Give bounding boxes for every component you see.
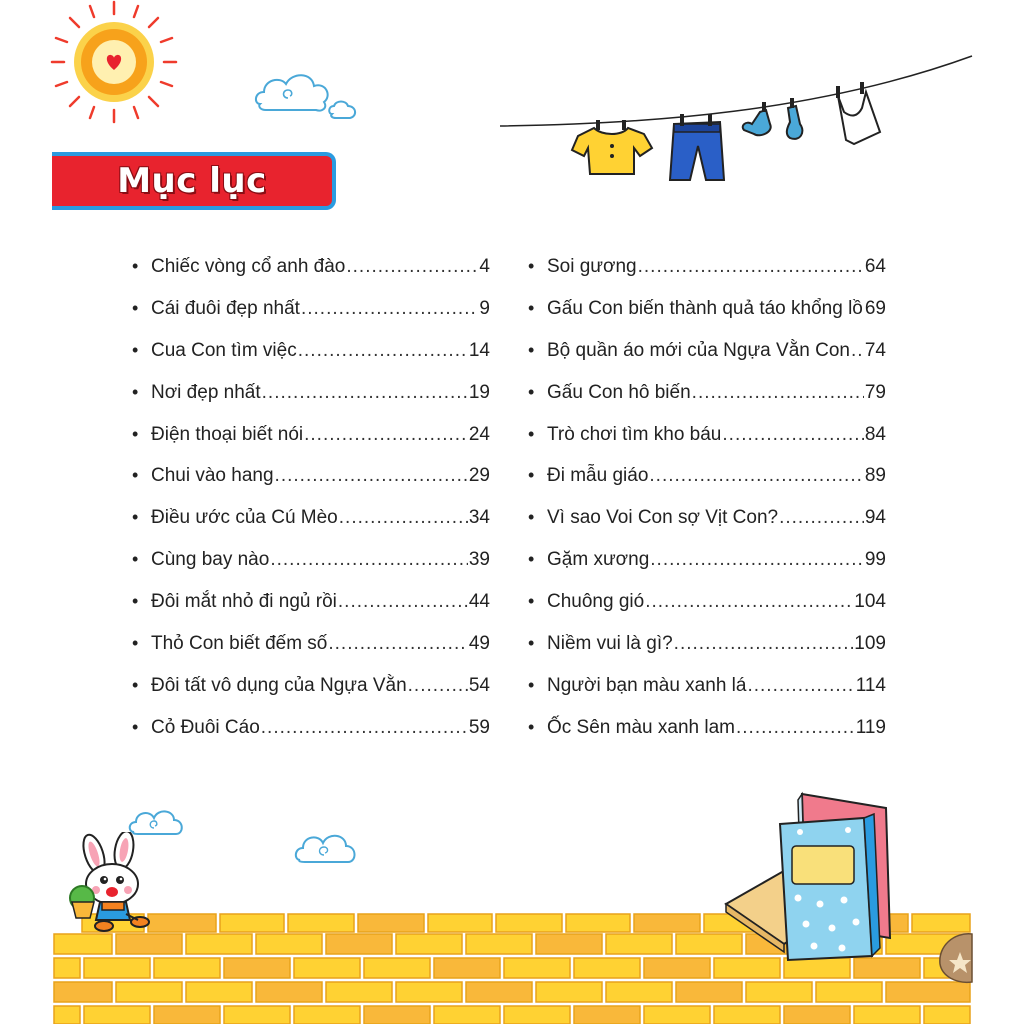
bullet: •: [528, 549, 535, 570]
toc-entry[interactable]: [132, 340, 490, 382]
bullet: •: [528, 591, 535, 612]
toc-entry-page: 44: [468, 591, 490, 613]
dot-leader: [338, 591, 468, 613]
dot-leader: [298, 340, 468, 362]
bullet: •: [132, 549, 139, 570]
bullet: •: [132, 716, 139, 737]
toc-entry-page: 74: [864, 339, 886, 361]
bullet: •: [132, 674, 139, 695]
toc-entry[interactable]: [528, 633, 886, 675]
toc-entry-page: 59: [468, 716, 490, 738]
toc-entry-page: 89: [864, 465, 886, 487]
toc-entry[interactable]: [132, 633, 490, 675]
toc-entry[interactable]: [528, 675, 886, 717]
dot-leader: [851, 340, 864, 362]
toc-entry-title: Gấu Con hô biến: [547, 381, 691, 403]
toc-entry-title: Ốc Sên màu xanh lam: [547, 716, 735, 738]
toc-entry[interactable]: [132, 507, 490, 549]
toc-entry-title: Chui vào hang: [151, 465, 274, 487]
toc-entry[interactable]: [132, 549, 490, 591]
toc-entry-page: 119: [855, 716, 886, 738]
dot-leader: [261, 717, 468, 739]
toc-entry[interactable]: [528, 340, 886, 382]
toc-entry[interactable]: [528, 591, 886, 633]
toc-entry-page: 39: [468, 549, 490, 571]
cloud-icon: [294, 830, 360, 870]
bullet: •: [528, 423, 535, 444]
toc-entry-title: Người bạn màu xanh lá: [547, 674, 747, 696]
toc-entry[interactable]: [528, 298, 886, 340]
toc-entry-page: 19: [468, 381, 490, 403]
dot-leader: [650, 549, 864, 571]
toc-entry-page: 94: [864, 507, 886, 529]
toc-entry[interactable]: [528, 549, 886, 591]
toc-entry-title: Gặm xương: [547, 549, 650, 571]
rabbit-icon: [68, 832, 164, 936]
toc-entry[interactable]: [528, 717, 886, 759]
toc-entry-title: Vì sao Voi Con sợ Vịt Con?: [547, 507, 779, 529]
dot-leader: [408, 675, 468, 697]
toc-entry-page: 54: [468, 674, 490, 696]
toc-entry-title: Gấu Con biến thành quả táo khổng lồ: [547, 297, 863, 319]
toc-entry-page: 24: [468, 423, 490, 445]
dot-leader: [779, 507, 864, 529]
bullet: •: [528, 256, 535, 276]
toc-entry-title: Cùng bay nào: [151, 549, 270, 571]
toc-entry-page: 69: [864, 297, 886, 319]
toc-entry-title: Đôi tất vô dụng của Ngựa Vằn: [151, 674, 407, 696]
toc-entry-title: Cua Con tìm việc: [151, 339, 297, 361]
toc-entry[interactable]: [132, 717, 490, 759]
dot-leader: [736, 717, 855, 739]
toc-entry-page: 79: [864, 381, 886, 403]
toc-entry-title: Điều ước của Cú Mèo: [151, 507, 338, 529]
toc-entry-title: Đôi mắt nhỏ đi ngủ rồi: [151, 591, 337, 613]
bullet: •: [132, 339, 139, 360]
toc-entry-title: Cái đuôi đẹp nhất: [151, 297, 300, 319]
toc-entry-page: 114: [855, 674, 886, 696]
toc-entry[interactable]: [132, 675, 490, 717]
bullet: •: [528, 674, 535, 695]
toc-entry-page: 14: [468, 339, 490, 361]
toc-entry[interactable]: [528, 424, 886, 466]
bullet: •: [132, 423, 139, 444]
title-banner: [52, 152, 336, 210]
bullet: •: [528, 465, 535, 486]
toc-entry-page: 4: [479, 256, 490, 277]
toc-entry-page: 104: [854, 591, 886, 613]
dot-leader: [346, 256, 478, 278]
toc-entry[interactable]: [132, 382, 490, 424]
toc-entry-title: Niềm vui là gì?: [547, 633, 673, 655]
toc-entry-title: Chiếc vòng cổ anh đào: [151, 256, 346, 277]
toc-left-column: [132, 256, 490, 759]
star-rock-icon: [936, 932, 974, 984]
toc-entry[interactable]: [132, 256, 490, 298]
bullet: •: [132, 633, 139, 654]
toc-entry[interactable]: [132, 591, 490, 633]
toc-entry[interactable]: [132, 298, 490, 340]
toc-entry-page: 29: [468, 465, 490, 487]
toc-entry-title: Nơi đẹp nhất: [151, 381, 261, 403]
cloud-icon: [252, 64, 364, 126]
bullet: •: [528, 633, 535, 654]
bullet: •: [132, 507, 139, 528]
toc-entry-page: 99: [864, 549, 886, 571]
toc-entry-title: Trò chơi tìm kho báu: [547, 423, 722, 445]
dot-leader: [304, 424, 468, 446]
toc-entry[interactable]: [132, 424, 490, 466]
sun-icon: [50, 0, 180, 125]
dot-leader: [339, 507, 468, 529]
bullet: •: [132, 381, 139, 402]
page-title: Mục lục: [117, 161, 267, 201]
toc-entry-title: Soi gương: [547, 256, 637, 277]
toc-entry[interactable]: [528, 507, 886, 549]
dot-leader: [275, 465, 468, 487]
bullet: •: [132, 465, 139, 486]
bullet: •: [528, 716, 535, 737]
bullet: •: [132, 591, 139, 612]
toc-entry-title: Thỏ Con biết đếm số: [151, 633, 328, 655]
dot-leader: [328, 633, 467, 655]
toc-entry[interactable]: [528, 382, 886, 424]
bullet: •: [132, 256, 139, 276]
dot-leader: [692, 382, 864, 404]
clothesline-icon: [498, 50, 974, 186]
dot-leader: [722, 424, 863, 446]
toc-entry-page: 64: [864, 256, 886, 277]
bullet: •: [528, 507, 535, 528]
dot-leader: [747, 675, 854, 697]
dot-leader: [645, 591, 853, 613]
toc-entry-page: 49: [468, 633, 490, 655]
toc-entry-title: Điện thoại biết nói: [151, 423, 304, 445]
toc-entry-title: Đi mẫu giáo: [547, 465, 649, 487]
toc-entry-title: Bộ quần áo mới của Ngựa Vằn Con: [547, 339, 850, 361]
bullet: •: [528, 381, 535, 402]
toc-entry-page: 84: [864, 423, 886, 445]
toc-entry-page: 34: [468, 507, 490, 529]
bullet: •: [132, 297, 139, 318]
dot-leader: [638, 256, 864, 278]
toc-entry[interactable]: [132, 465, 490, 507]
toc-entry-title: Cỏ Đuôi Cáo: [151, 716, 260, 738]
toc-entry[interactable]: [528, 256, 886, 298]
dot-leader: [674, 633, 854, 655]
dot-leader: [301, 298, 478, 320]
toc-right-column: [528, 256, 886, 759]
bullet: •: [528, 297, 535, 318]
toc-entry-title: Chuông gió: [547, 591, 645, 613]
dot-leader: [649, 465, 863, 487]
dot-leader: [262, 382, 468, 404]
bullet: •: [528, 339, 535, 360]
dot-leader: [270, 549, 468, 571]
toc-entry-page: 109: [854, 633, 886, 655]
books-icon: [724, 788, 902, 964]
toc-entry[interactable]: [528, 465, 886, 507]
toc-entry-page: 9: [479, 297, 490, 319]
